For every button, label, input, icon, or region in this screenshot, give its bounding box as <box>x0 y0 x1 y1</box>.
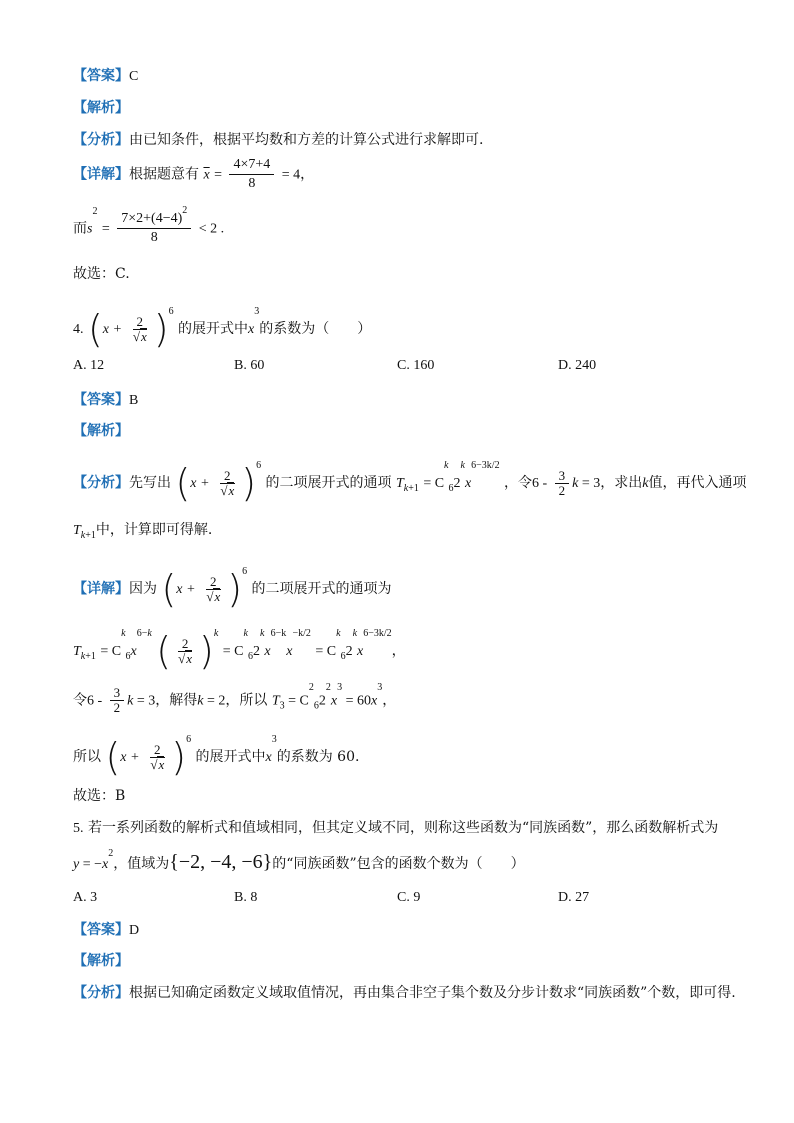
q4-fraction: $\frac{2}{√x}$ <box>132 313 147 344</box>
q4-number: 4. <box>73 322 84 337</box>
var-result: < 2 . <box>198 221 225 237</box>
q5-option-b[interactable]: B. 8 <box>234 890 258 905</box>
answer-tag: 【答案】 <box>73 922 129 938</box>
detail-tag: 【详解】 <box>73 166 129 183</box>
q5-analysis-line <box>73 951 129 971</box>
fenxi-tag: 【分析】 <box>73 132 129 148</box>
q3-variance-line: 而$s^2$ = $\frac{7\times 2+(4-4)^2}{8}$ < 2 . <box>73 205 225 245</box>
q5-answer-line <box>73 920 139 941</box>
q3-detail-line: 【详解】根据题意有 $\overline{x}$ = $\frac{4\times 7+4}{8}$ = 4， <box>73 157 315 191</box>
answer-tag: 【答案】 <box>73 392 129 408</box>
mean-fraction: $\frac{4\times 7+4}{8}$ <box>229 156 274 193</box>
q5-stem-line-2: $y = -x^2$，值域为{−2, −4, −6}的“同族函数”包含的函数个数为（ ） <box>73 848 525 873</box>
q4-option-c[interactable]: C. 160 <box>397 358 435 373</box>
variance-fraction: $\frac{7\times 2+(4-4)^2}{8}$ <box>117 210 191 247</box>
detail-tag: 【详解】 <box>73 581 129 597</box>
mean-symbol: $\overline{x}$ <box>203 167 210 183</box>
q4-analysis-line <box>73 421 129 441</box>
mean-result: = 4， <box>281 167 315 183</box>
var-prefix: 而 <box>73 220 87 237</box>
q4-fenxi-line: 【分析】先写出 (x + $\frac{2}{√x}$ )$^6$ 的二项展开式的通项 $T_{k+1} = C^k_62^kx^{6-3k/2}$ ，令6 - $\frac{3}{2}$ k = 3，求出k值，再代入通项 <box>73 460 747 505</box>
fenxi-tag: 【分析】 <box>73 475 129 491</box>
q5-stem-line-1: 5. 若一系列函数的解析式和值域相同，但其定义域不同，则称这些函数为“同族函数”，那么函数解析式为 <box>73 820 719 836</box>
detail-prefix: 根据题意有 <box>129 166 199 183</box>
q5-fenxi-line: 【分析】根据已知确定函数定义域取值情况，再由集合非空子集个数及分步计数求“同族函数”个数，即可得. <box>73 985 736 1001</box>
q4-so-line: 所以 (x + $\frac{2}{√x}$ )$^6$ 的展开式中$x^3$的系数为 60. <box>73 734 360 779</box>
q5-value-set: {−2, −4, −6} <box>169 851 273 873</box>
answer-value: D <box>129 923 140 938</box>
analysis-tag: 【解析】 <box>73 100 129 116</box>
q4-general-term: $T_{k+1} = C^k_6x^{6-k}$ ( $\frac{2}{√x}$ )$^k = C^k_62^kx^{6-k}x^{-k/2} = C^k_62^kx^{6-3k/2}$， <box>73 628 406 673</box>
analysis-tag: 【解析】 <box>73 423 129 439</box>
q5-option-d[interactable]: D. 27 <box>558 890 590 905</box>
fenxi-text: 由已知条件，根据平均数和方差的计算公式进行求解即可. <box>129 132 484 148</box>
q4-stem: 4. (x + $\frac{2}{√x}$ )$^6$ 的展开式中$x^3$的系数为（ ） <box>73 306 372 351</box>
q5-option-c[interactable]: C. 9 <box>397 890 421 905</box>
answer-tag: 【答案】 <box>73 68 129 84</box>
q4-conclusion: 故选：B <box>73 788 126 804</box>
q3-analysis-line <box>73 98 129 118</box>
q4-solve-line: 令6 - $\frac{3}{2}$ k = 3，解得k = 2，所以 $T_3 = C^2_62^2x^3 = 60x^3$， <box>73 682 397 715</box>
q5-option-a[interactable]: A. 3 <box>73 890 98 905</box>
answer-value: B <box>129 393 139 408</box>
fenxi-tag: 【分析】 <box>73 985 129 1001</box>
answer-value: C <box>129 69 139 84</box>
q4-option-d[interactable]: D. 240 <box>558 358 597 373</box>
q3-fenxi-line <box>73 130 483 150</box>
q3-answer-line <box>73 66 138 87</box>
q3-conclusion: 故选：C. <box>73 266 130 282</box>
q4-detail-line: 【详解】因为 (x + $\frac{2}{√x}$ )$^6$ 的二项展开式的通项为 <box>73 566 392 611</box>
analysis-tag: 【解析】 <box>73 953 129 969</box>
q4-option-b[interactable]: B. 60 <box>234 358 265 373</box>
q4-option-a[interactable]: A. 12 <box>73 358 105 373</box>
q4-fenxi-line-2: $T_{k+1}$中，计算即可得解. <box>73 522 213 541</box>
q5-number: 5. <box>73 821 84 836</box>
q4-answer-line <box>73 390 138 411</box>
